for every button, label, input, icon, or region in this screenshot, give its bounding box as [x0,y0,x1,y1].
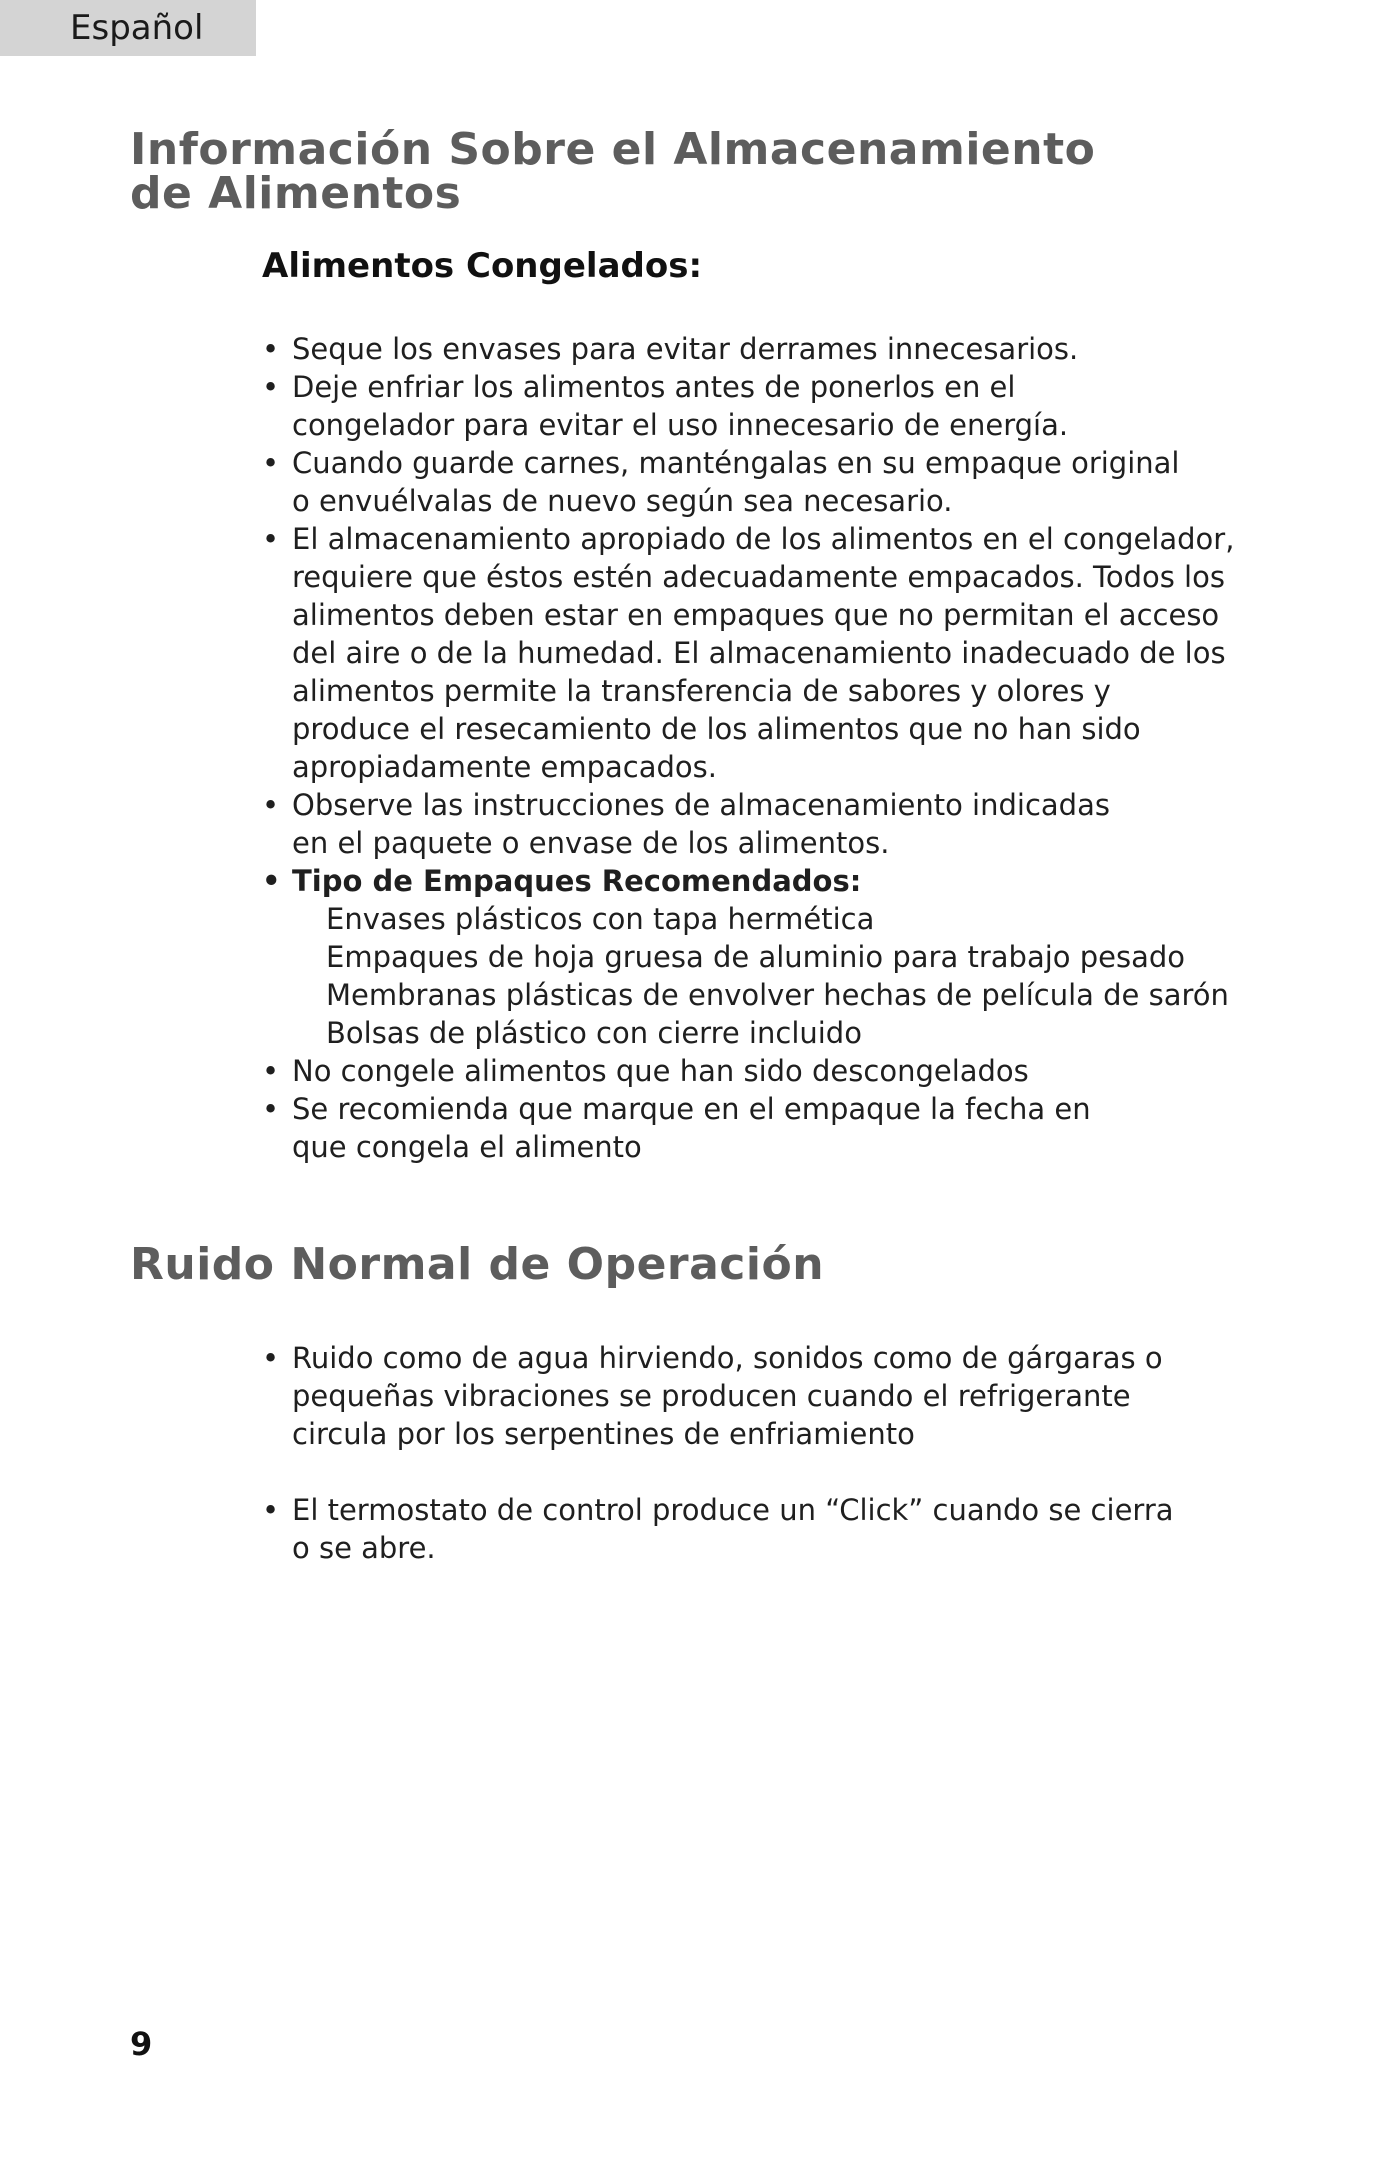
frozen-foods-subtitle: Alimentos Congelados: [262,246,703,286]
bullet-glyph: • [262,1092,280,1126]
noise-list [262,1491,1174,1567]
list-item-line: Ruido como de agua hirviendo, sonidos como de gárgaras o [292,1341,1163,1375]
packaging-item: Membranas plásticas de envolver hechas de película de sarón [326,978,1229,1012]
bullet-glyph: • [262,1341,280,1375]
list-item [262,444,1234,520]
list-item-line: que congela el alimento [292,1130,642,1164]
food-storage-title [130,124,1096,219]
list-item-packaging [262,862,1234,1052]
operation-noise-title: Ruido Normal de Operación [130,1239,825,1290]
list-item-line: o se abre. [292,1531,436,1565]
language-tab: Español [0,0,256,56]
bullet-glyph: • [262,370,280,404]
list-item [262,1090,1234,1166]
list-item [262,368,1234,444]
bullet-glyph: • [262,1493,280,1527]
list-item-line: produce el resecamiento de los alimentos que no han sido [292,712,1141,746]
packaging-heading: Tipo de Empaques Recomendados: [292,864,862,898]
noise-list [262,1339,1163,1453]
packaging-item: Envases plásticos con tapa hermética [326,902,875,936]
food-storage-title-line1: Información Sobre el Almacenamiento [130,124,1096,175]
list-item [262,1052,1234,1090]
list-item-line: Observe las instrucciones de almacenamiento indicadas [292,788,1110,822]
list-item-line: alimentos permite la transferencia de sabores y olores y [292,674,1111,708]
list-item-line: No congele alimentos que han sido descongelados [292,1054,1029,1088]
list-item-line: Cuando guarde carnes, manténgalas en su empaque original [292,446,1180,480]
page-number: 9 [130,2025,153,2063]
list-item [262,786,1234,862]
list-item-line: del aire o de la humedad. El almacenamiento inadecuado de los [292,636,1226,670]
bullet-glyph: • [262,1054,280,1088]
list-item-line: o envuélvalas de nuevo según sea necesario. [292,484,953,518]
list-item-line: requiere que éstos estén adecuadamente empacados. Todos los [292,560,1225,594]
list-item [262,1491,1174,1567]
list-item [262,1339,1163,1453]
list-item [262,330,1234,368]
list-item-line: apropiadamente empacados. [292,750,717,784]
list-item-line: Seque los envases para evitar derrames innecesarios. [292,332,1079,366]
list-item-line: alimentos deben estar en empaques que no permitan el acceso [292,598,1220,632]
packaging-item: Bolsas de plástico con cierre incluido [326,1016,862,1050]
bullet-glyph: • [262,332,280,366]
list-item-line: congelador para evitar el uso innecesario de energía. [292,408,1069,442]
bullet-glyph: • [262,446,280,480]
list-item-line: pequeñas vibraciones se producen cuando el refrigerante [292,1379,1131,1413]
bullet-glyph: • [262,522,280,556]
food-storage-title-line2: de Alimentos [130,168,462,219]
list-item-line: El termostato de control produce un “Click” cuando se cierra [292,1493,1174,1527]
bullet-glyph: • [262,864,281,898]
list-item-line: El almacenamiento apropiado de los alimentos en el congelador, [292,522,1235,556]
list-item-line: Se recomienda que marque en el empaque la fecha en [292,1092,1091,1126]
list-item [262,520,1234,786]
list-item-line: en el paquete o envase de los alimentos. [292,826,890,860]
packaging-item: Empaques de hoja gruesa de aluminio para trabajo pesado [326,940,1186,974]
frozen-foods-list [262,330,1234,1166]
list-item-line: Deje enfriar los alimentos antes de ponerlos en el [292,370,1016,404]
bullet-glyph: • [262,788,280,822]
list-item-line: circula por los serpentines de enfriamiento [292,1417,915,1451]
